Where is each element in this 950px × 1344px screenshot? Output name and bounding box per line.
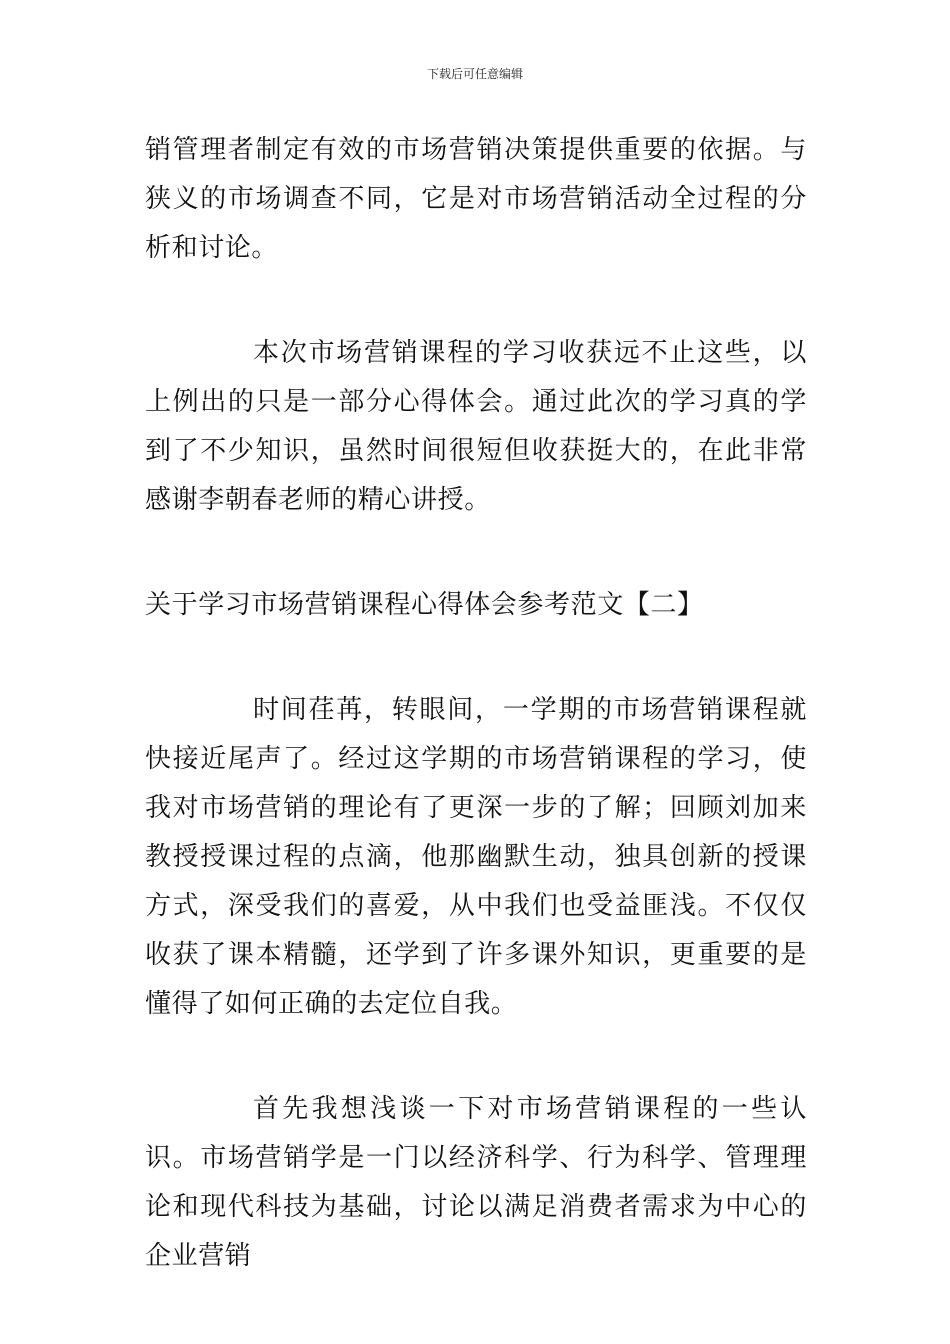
paragraph-gap xyxy=(145,525,807,581)
download-note: 下载后可任意编辑 xyxy=(426,67,523,81)
paragraph-4: 首先我想浅谈一下对市场营销课程的一些认识。市场营销学是一门以经济科学、行为科学、管理理论和现代科技为基础，讨论以满足消费者需求为中心的企业营销 xyxy=(145,1094,807,1271)
section-heading: 关于学习市场营销课程心得体会参考范文【二】 xyxy=(145,590,704,620)
paragraph-3: 时间荏苒，转眼间，一学期的市场营销课程就快接近尾声了。经过这学期的市场营销课程的学习，使我对市场营销的理论有了更深一步的了解；回顾刘加来教授授课过程的点滴，他那幽默生动，独具创新的授课方式，深受我们的喜爱，从中我们也受益匪浅。不仅仅收获了课本精髓，还学到了许多课外知识，更重要的是懂得了如何正确的去定位自我。 xyxy=(145,695,807,1019)
paragraph-gap xyxy=(145,273,807,329)
paragraph-2: 本次市场营销课程的学习收获远不止这些，以上例出的只是一部分心得体会。通过此次的学习真的学到了不少知识，虽然时间很短但收获挺大的，在此非常感谢李朝春老师的精心讲授。 xyxy=(145,338,807,515)
paragraph-1: 销管理者制定有效的市场营销决策提供重要的依据。与狭义的市场调查不同，它是对市场营销活动全过程的分析和讨论。 xyxy=(145,135,807,263)
document-body xyxy=(145,126,807,1281)
paragraph-gap xyxy=(145,630,807,686)
paragraph-gap xyxy=(145,1029,807,1085)
